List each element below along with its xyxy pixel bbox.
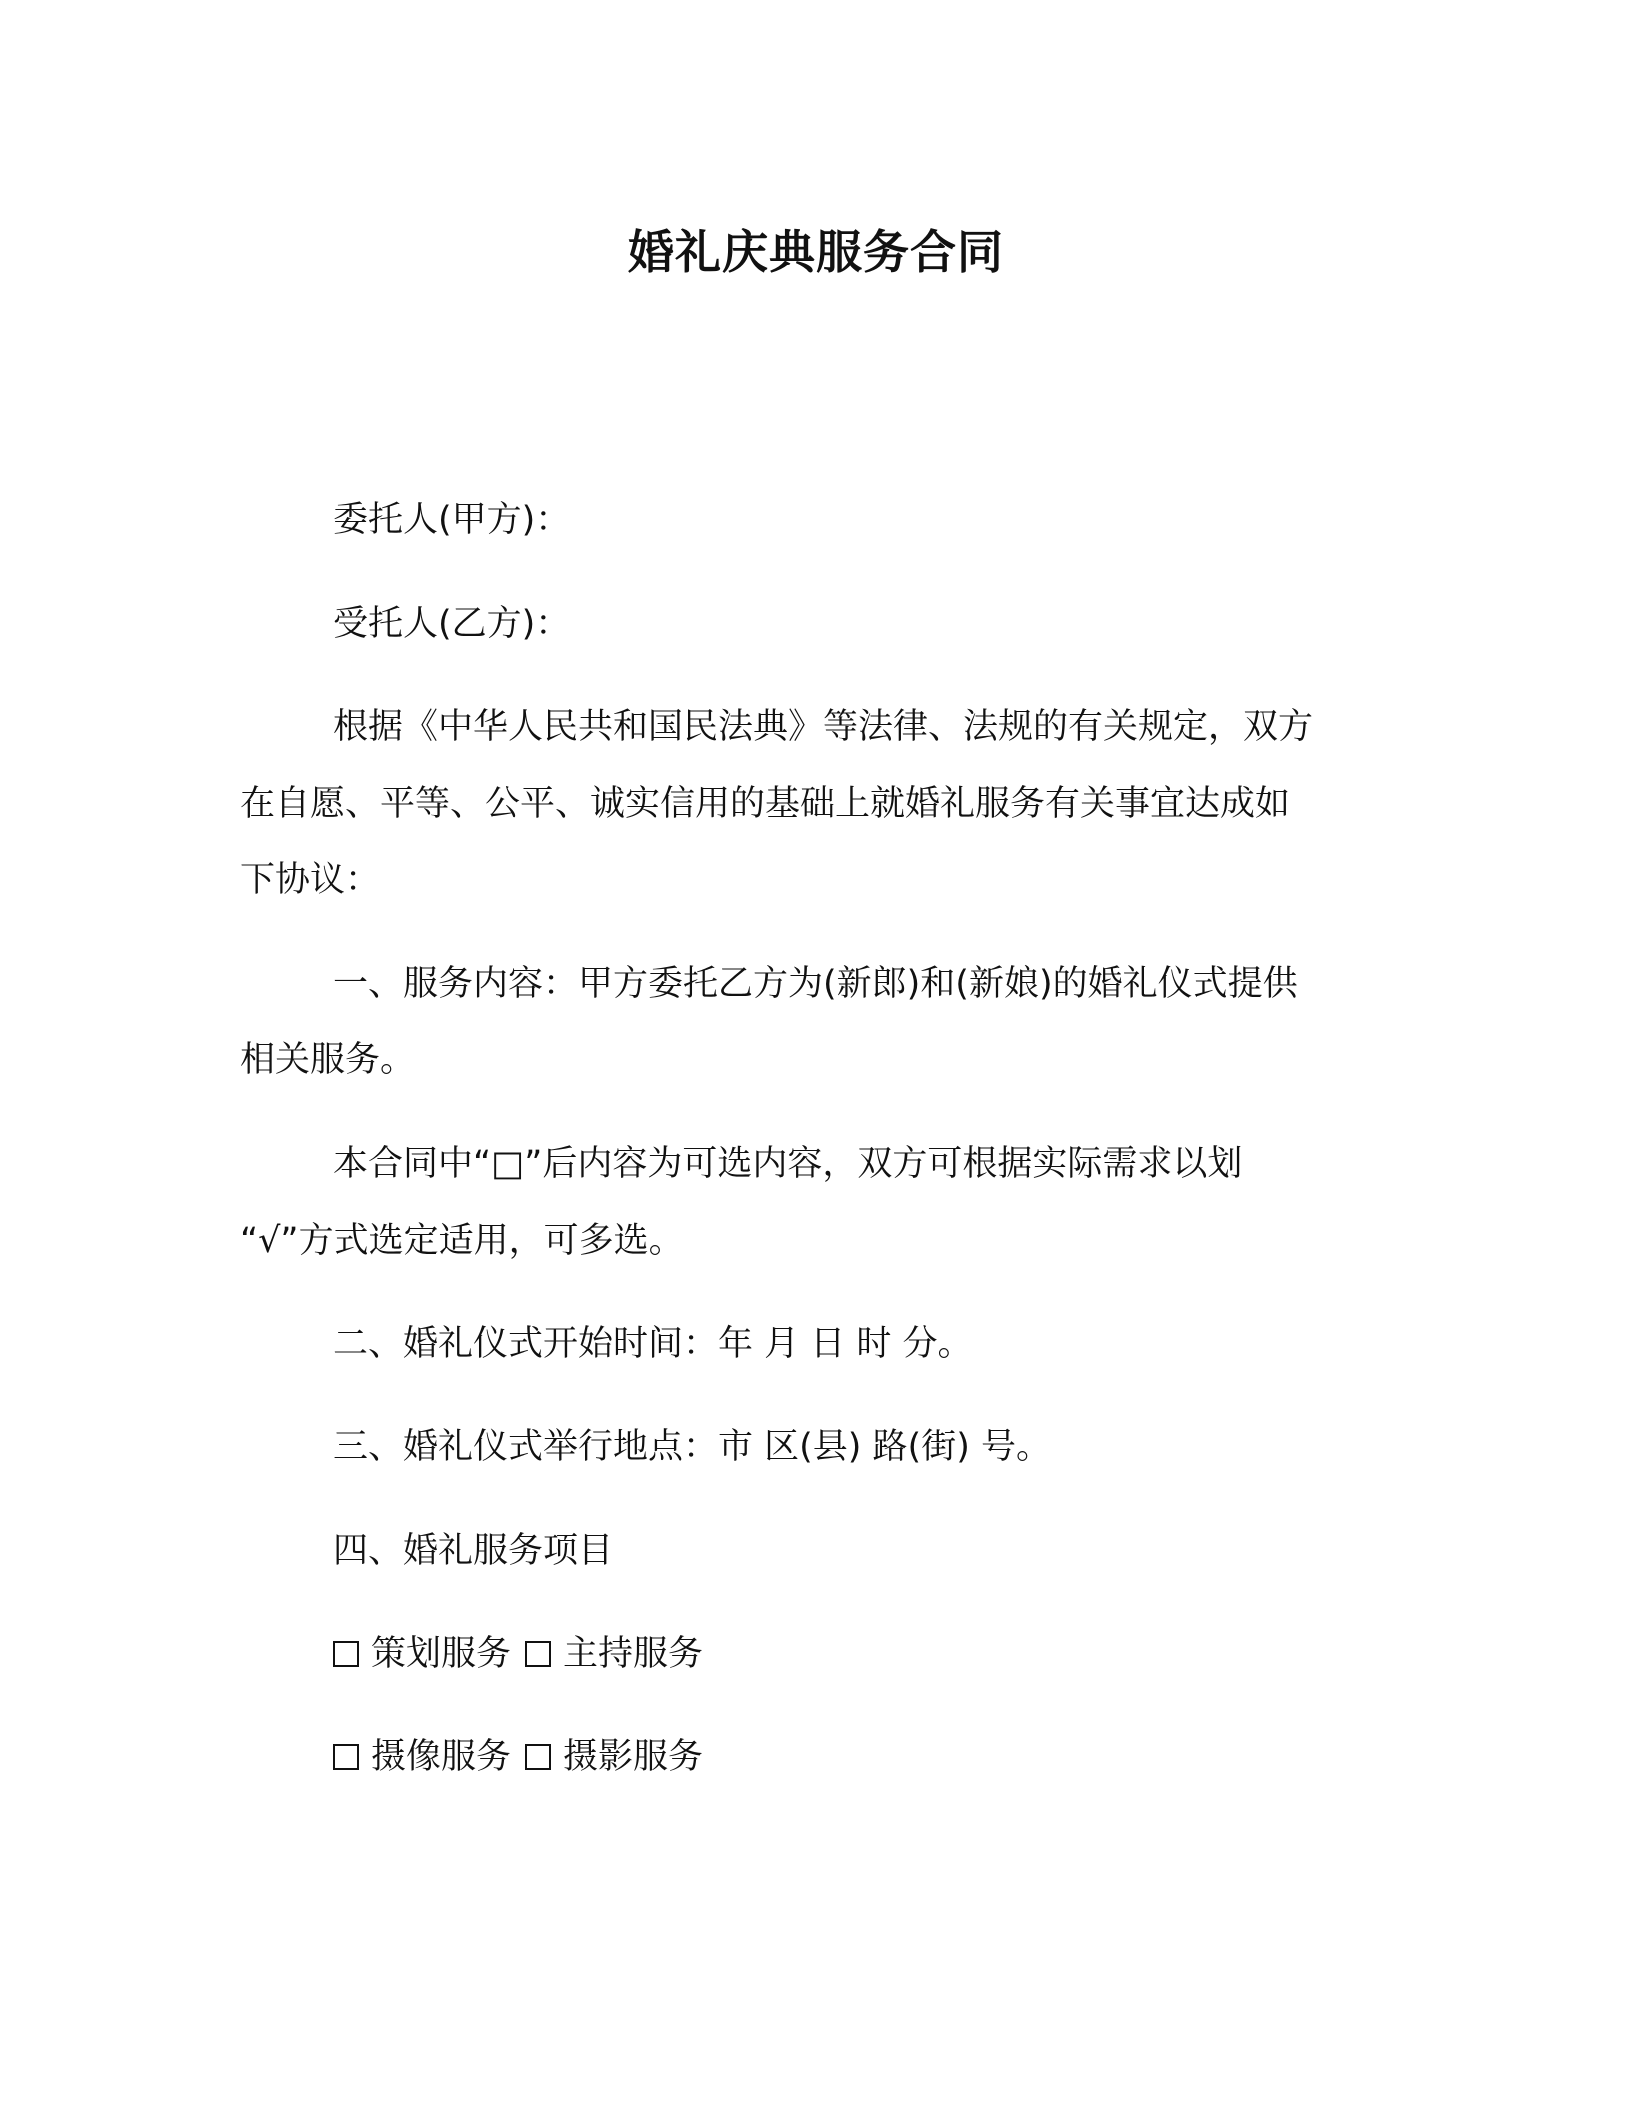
optional-note-line-2: “√”方式选定适用，可多选。	[240, 1221, 684, 1261]
clause-2-line: 二、婚礼仪式开始时间：年 月 日 时 分。	[333, 1324, 973, 1364]
service-option[interactable]	[333, 1630, 511, 1678]
clause-3-line: 三、婚礼仪式举行地点：市 区(县) 路(街) 号。	[333, 1427, 1051, 1467]
document-title: 婚礼庆典服务合同	[628, 225, 1004, 279]
service-option[interactable]	[525, 1630, 703, 1678]
service-option[interactable]	[333, 1733, 511, 1781]
preamble-line-1: 根据《中华人民共和国民法典》等法律、法规的有关规定，双方	[333, 707, 1314, 747]
checkbox-icon[interactable]	[333, 1641, 359, 1667]
preamble-line-3: 下协议：	[240, 860, 381, 900]
clause-4-heading: 四、婚礼服务项目	[333, 1531, 614, 1571]
party-a-line: 委托人(甲方)：	[333, 500, 571, 540]
service-option-label: 摄影服务	[563, 1737, 704, 1777]
service-options-row-2	[333, 1733, 717, 1781]
service-option-label: 主持服务	[563, 1634, 704, 1674]
clause-1-line-2: 相关服务。	[240, 1040, 416, 1080]
optional-note-line-1: 本合同中“□”后内容为可选内容，双方可根据实际需求以划	[333, 1144, 1243, 1184]
checkbox-icon[interactable]	[525, 1744, 551, 1770]
preamble-line-2: 在自愿、平等、公平、诚实信用的基础上就婚礼服务有关事宜达成如	[240, 784, 1291, 824]
party-b-line: 受托人(乙方)：	[333, 604, 571, 644]
service-option[interactable]	[525, 1733, 703, 1781]
service-option-label: 摄像服务	[371, 1737, 512, 1777]
service-option-label: 策划服务	[371, 1634, 512, 1674]
service-options-row-1	[333, 1630, 717, 1678]
checkbox-icon[interactable]	[333, 1744, 359, 1770]
clause-1-line-1: 一、服务内容：甲方委托乙方为(新郎)和(新娘)的婚礼仪式提供	[333, 964, 1298, 1004]
checkbox-icon[interactable]	[525, 1641, 551, 1667]
